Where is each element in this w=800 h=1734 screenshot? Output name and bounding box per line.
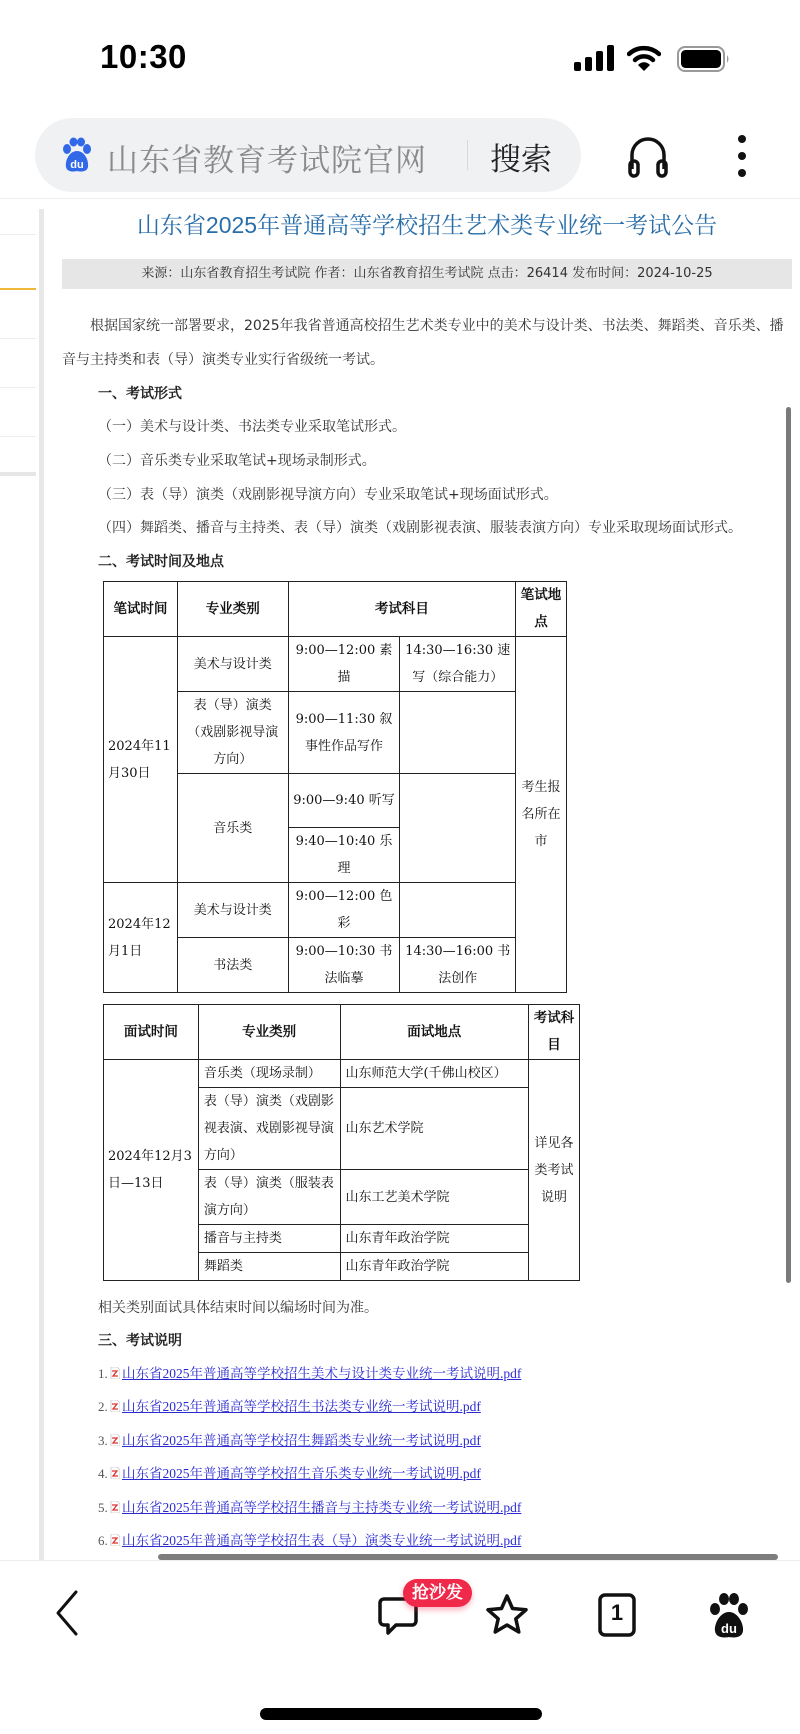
exam-date-cell: 2024年11月30日 [104,637,178,883]
exam-form-item: （一）美术与设计类、书法类专业采取笔试形式。 [98,419,406,435]
category-cell: 表（导）演类（戏剧影视导演方向） [177,692,288,774]
exam-form-item: （四）舞蹈类、播音与主持类、表（导）演类（戏剧影视表演、服装表演方向）专业采取现场面试形式。 [98,520,742,536]
link-number: 3. [98,1433,108,1448]
link-number: 5. [98,1500,108,1515]
pdf-link-item [98,1496,521,1516]
cellular-signal-icon [574,45,614,71]
link-number: 6. [98,1533,108,1548]
pdf-link-item [98,1395,481,1415]
left-nav-divider [0,387,36,388]
location-cell: 山东工艺美术学院 [340,1170,529,1225]
header-cell: 专业类别 [177,582,288,637]
location-cell: 山东青年政治学院 [340,1225,529,1253]
address-separator [467,140,468,170]
pdf-link-broadcasting[interactable]: 山东省2025年普通高等学校招生播音与主持类专业统一考试说明.pdf [122,1500,522,1515]
link-number: 1. [98,1366,108,1381]
pdf-link-item [98,1362,521,1382]
section2-heading: 二、考试时间及地点 [98,554,224,570]
pdf-file-icon [110,1367,120,1379]
location-cell: 山东师范大学(千佛山校区） [340,1060,529,1088]
interview-table [103,1004,580,1281]
left-nav-divider [0,234,36,235]
interview-date-cell: 2024年12月3日—13日 [104,1060,199,1281]
subject-cell: 9:00—10:30 书法临摹 [288,938,400,993]
wifi-icon [627,44,661,72]
left-nav-bottom-border [0,472,36,476]
headphone-icon[interactable] [626,133,670,179]
pdf-file-icon [110,1501,120,1513]
category-cell: 表（导）演类（服装表演方向） [198,1170,340,1225]
baidu-paw-icon [59,137,95,173]
category-cell: 音乐类（现场录制） [198,1060,340,1088]
header-cell: 笔试地点 [516,582,567,637]
article-meta: 来源：山东省教育招生考试院 作者：山东省教育招生考试院 点击：26414 发布时间：2024-10-25 [62,259,792,289]
subject-cell: 9:00—9:40 听写 [288,774,400,828]
pdf-link-music[interactable]: 山东省2025年普通高等学校招生音乐类专业统一考试说明.pdf [122,1466,481,1481]
written-exam-table [103,581,567,993]
vertical-scrollbar[interactable] [786,407,791,1283]
table-header-row [104,582,567,637]
category-cell: 美术与设计类 [177,883,288,938]
intro-paragraph-line2: 音与主持类和表（导）演类专业实行省级统一考试。 [62,352,384,368]
status-time: 10:30 [100,38,187,75]
pdf-link-calligraphy[interactable]: 山东省2025年普通高等学校招生书法类专业统一考试说明.pdf [122,1399,481,1414]
back-arrow-icon[interactable] [52,1589,82,1637]
subject-cell [400,774,516,883]
subject-cell: 9:00—11:30 叙事性作品写作 [288,692,400,774]
header-cell: 面试时间 [104,1005,199,1060]
subject-cell: 14:30—16:00 书法创作 [400,938,516,993]
tab-count: 1 [610,1600,624,1625]
header-cell: 考试科目 [529,1005,580,1060]
favorite-star-icon[interactable] [484,1592,530,1638]
subject-cell [400,692,516,774]
comment-badge[interactable]: 抢沙发 [403,1579,472,1607]
intro-paragraph-line1: 根据国家统一部署要求，2025年我省普通高校招生艺术类专业中的美术与设计类、书法类、舞蹈类、音乐类、播 [90,318,784,334]
subject-cell [400,883,516,938]
pdf-link-art-design[interactable]: 山东省2025年普通高等学校招生美术与设计类专业统一考试说明.pdf [122,1366,522,1381]
category-cell: 播音与主持类 [198,1225,340,1253]
left-panel-border [39,209,44,1560]
svg-text:du: du [70,159,84,171]
baidu-home-icon[interactable] [707,1591,751,1639]
left-nav-divider [0,338,36,339]
exam-form-item: （三）表（导）演类（戏剧影视导演方向）专业采取笔试+现场面试形式。 [98,487,558,503]
interview-note: 相关类别面试具体结束时间以编场时间为准。 [98,1300,378,1316]
category-cell: 表（导）演类（戏剧影视表演、戏剧影视导演方向） [198,1088,340,1170]
left-nav-active-indicator [0,288,36,290]
pdf-file-icon [110,1534,120,1546]
category-cell: 舞蹈类 [198,1253,340,1281]
left-nav-panel [0,199,38,1560]
header-cell: 考试科目 [288,582,515,637]
link-number: 2. [98,1399,108,1414]
pdf-link-performance[interactable]: 山东省2025年普通高等学校招生表（导）演类专业统一考试说明.pdf [122,1533,522,1548]
pdf-link-dance[interactable]: 山东省2025年普通高等学校招生舞蹈类专业统一考试说明.pdf [122,1433,481,1448]
status-bar [0,0,800,110]
location-cell: 山东青年政治学院 [340,1253,529,1281]
more-options-icon[interactable] [732,133,752,179]
category-cell: 音乐类 [177,774,288,883]
pdf-file-icon [110,1400,120,1412]
category-cell: 书法类 [177,938,288,993]
header-cell: 面试地点 [340,1005,529,1060]
home-indicator[interactable] [260,1708,542,1720]
tabs-button[interactable] [597,1591,637,1639]
left-nav-divider [0,436,36,437]
location-cell: 山东艺术学院 [340,1088,529,1170]
pdf-link-item [98,1529,521,1549]
subject-cell: 9:00—12:00 色彩 [288,883,400,938]
section3-heading: 三、考试说明 [98,1333,182,1349]
table-header-row [104,1005,580,1060]
header-cell: 专业类别 [198,1005,340,1060]
subject-cell: 9:40—10:40 乐理 [288,828,400,883]
web-page-viewport[interactable] [0,198,800,1560]
address-text[interactable]: 山东省教育考试院官网 [107,143,427,179]
link-number: 4. [98,1466,108,1481]
pdf-link-item [98,1429,481,1449]
exam-date-cell: 2024年12月1日 [104,883,178,993]
pdf-link-item [98,1462,481,1482]
table-row [104,637,567,692]
svg-text:du: du [721,1621,737,1636]
subject-cell: 14:30—16:30 速写（综合能力） [400,637,516,692]
battery-icon [677,46,731,72]
category-cell: 美术与设计类 [177,637,288,692]
exam-location-cell: 考生报名所在市 [516,637,567,993]
exam-form-item: （二）音乐类专业采取笔试+现场录制形式。 [98,453,376,469]
subject-cell: 9:00—12:00 素描 [288,637,400,692]
search-button[interactable]: 搜索 [490,134,552,179]
header-cell: 笔试时间 [104,582,178,637]
pdf-file-icon [110,1434,120,1446]
section1-heading: 一、考试形式 [98,386,182,402]
table-row [104,883,567,938]
subjects-cell: 详见各类考试说明 [529,1060,580,1281]
address-bar[interactable] [35,118,581,192]
pdf-file-icon [110,1467,120,1479]
article-title: 山东省2025年普通高等学校招生艺术类专业统一考试公告 [136,212,718,238]
table-row [104,1060,580,1088]
